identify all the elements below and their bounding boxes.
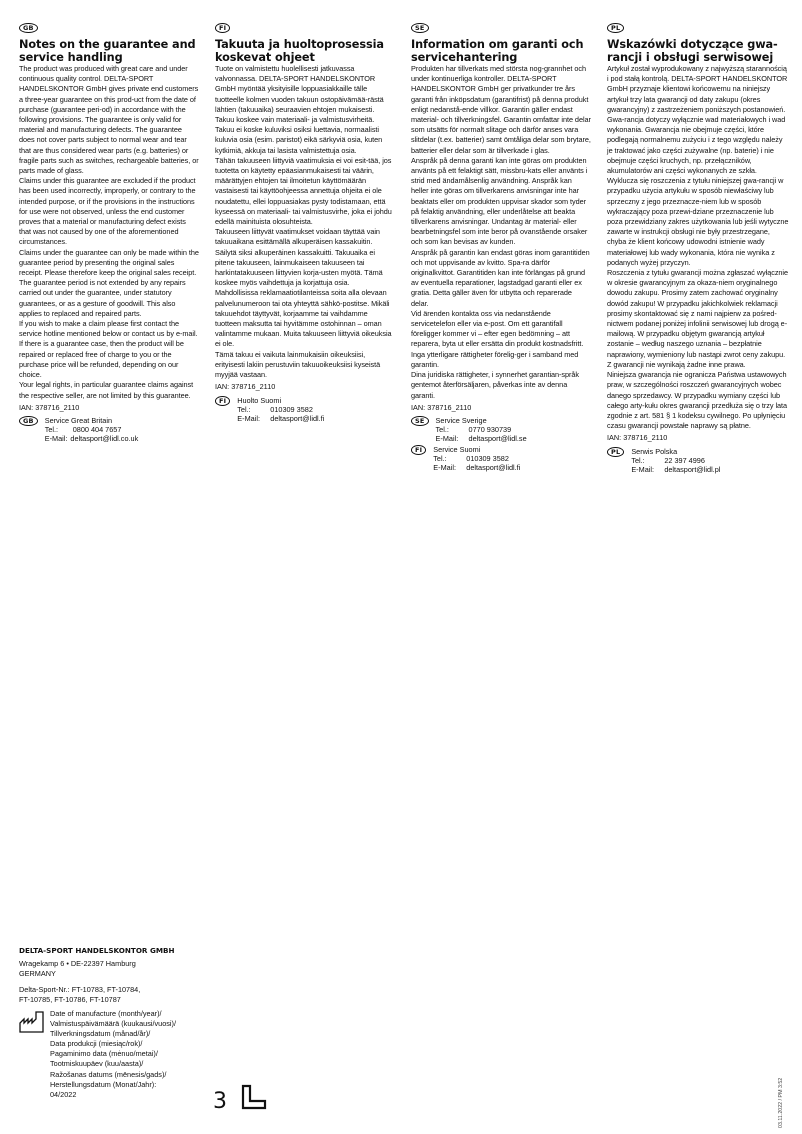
l-shape-logo-icon [241,1084,267,1115]
paragraph: Dina juridiska rättigheter, i synnerhet garantian-språk gentemot återförsäljaren, påverkas inte av denna garanti. [411,370,580,400]
paragraph: Tämä takuu ei vaikuta lainmukaisiin oikeuksiisi, erityisesti lakiin perustuviin takuuoikeuksiisi kyseistä myyjää vastaan. [215,349,381,380]
tel-number[interactable]: 22 397 4996 [664,455,705,465]
tel-number[interactable]: 0770 930739 [468,425,512,435]
manufacture-label: Ražošanas datums (mēnesis/gads)/ [50,1069,167,1079]
service-name: Serwis Polska [631,446,678,456]
manufacture-label: Tootmiskuupäev (kuu/aasta)/ [50,1059,144,1069]
paragraph: Claims under the guarantee can only be made within the guarantee period by presenting the original sales receipt. Please therefore keep the original sales receipt. The guarantee period is not extended by any repairs carried out under the guarantee, under statutory guarantees, or as a gesture of goodwill. This also applies to replaced and repaired parts. [19,247,199,318]
page-number: 3 [213,1089,227,1114]
email-address[interactable]: deltasport@lidl.pl [664,464,721,474]
country-badge-fi: FI [215,396,230,406]
tel-number[interactable]: 010309 3582 [466,453,509,463]
paragraph: Takuuseen liittyvät vaatimukset voidaan täyttää vain takuuaikana esittämällä alkuperäisen kassakuitin. Säilytä siksi alkuperäinen kassakuitti. Takuuaika ei pitene takuuseen, lainmukaiseen takuuseen tai harkintatakuuseen liittyvien korja-usten myötä. Tämä koskee myös vaihdettuja ja korjattuja osia. [215,227,383,288]
email-label: E-Mail: [44,434,68,444]
section-body [607,64,789,431]
service-contact-fi [411,445,591,473]
country-badge-pl: PL [607,447,624,457]
paragraph: If you wish to make a claim please first contact the service hotline mentioned below or contact us by e-mail. If there is a guarantee case, then the product will be repaired or replaced free of charge to you or the purchase price will be refunded, depending on our choice. [19,319,198,380]
email-label: E-Mail: [435,434,459,444]
section-title: Takuuta ja huoltoprosessia koskevat ohjeet [215,38,384,64]
country-badge-fi: FI [411,445,426,455]
ian-number: IAN: 378716_2110 [19,402,80,412]
tel-label: Tel.: [631,455,645,465]
section-body [19,64,199,401]
paragraph: Your legal rights, in particular guarantee claims against the respective seller, are not limited by this guarantee. [19,380,194,400]
service-contact-se [411,416,591,444]
manufacture-label: Data produkcji (miesiąc/rok)/ [50,1039,143,1049]
tel-label: Tel.: [435,425,449,435]
ian-number: IAN: 378716_2110 [411,402,472,412]
paragraph: Niniejsza gwarancja nie ogranicza Państwa ustawowych praw, w szczególności roszczeń gwarancyjnych wobec danego sprzedawcy. W przypadku wymiany części lub całego arty-kułu okres gwarancji przedłuża się o trzy lata zgodnie z art. 581 § 1 kodeksu cywilnego. Po upłynięciu czasu gwarancji powstałe naprawy są płatne. [607,370,788,431]
tel-label: Tel.: [433,453,447,463]
section-title: Information om garanti och servicehantering [411,38,584,64]
language-badge-gb: GB [19,23,38,33]
paragraph: Produkten har tillverkats med största nog-grannhet och under kontinuerliga kontroller. DELTA-SPORT HANDELSKONTOR GmbH ger privatkunder tre års garanti från inköpsdatum (garantifrist) på denna produkt enligt nedanstå-ende villkor. Garantin gäller endast material- och tillverkningsfel. Garantin omfattar inte delar som utsätts för normalt slitage och därför anses vara slitdelar (t.ex. batterier) samt ömtåliga delar som brytare, batterier eller delar som är tillverkade i glas. [411,64,591,155]
ian-number: IAN: 378716_2110 [607,433,668,443]
email-address[interactable]: deltasport@lidl.co.uk [70,434,139,444]
language-badge-se: SE [411,23,429,33]
paragraph: Mahdollisissa reklamaatiotilanteissa soita alla olevaan palvelunumeroon tai ota yhteyttä sähkö-postitse. Mikäli takuuehdot täyttyvät, korjaamme tai vaihdamme tuotteen maksutta tai hyvitämme ostohinnan – oman valintamme mukaan. Muita takuuseen liittyviä oikeuksia ei ole. [215,288,392,349]
paragraph: The product was produced with great care and under continuous quality control. DELTA-SPORT HANDELSKONTOR GmbH gives private end customers a three-year guarantee on this prod-uct from the date of purchase (guarantee peri-od) in accordance with the following provisions. The guarantee is only valid for material and manufacturing defects. The guarantee does not cover parts subject to normal wear and tear that are thus considered wear parts (e.g. batteries) or fragile parts such as switches, rechargeable batteries, or parts made of glass. [19,64,199,176]
model-numbers-line-2: FT-10785, FT-10786, FT-10787 [19,994,121,1004]
section-title: Notes on the guarantee and service handling [19,38,196,64]
section-body [411,64,591,401]
ian-number: IAN: 378716_2110 [215,382,276,392]
paragraph: Artykuł został wyprodukowany z najwyższą starannością i pod stałą kontrolą. DELTA-SPORT HANDELSKONTOR GmbH przyznaje klientowi końcowemu na niniejszy artykuł trzy lata gwarancji od daty zakupu (okres gwarancyjny) z zastrzeżeniem poniższych postanowień. Gwa-rancja dotyczy wyłącznie wad materiałowych i wad wykonania. Gwarancja nie obejmuje części, które podlegają normalnemu zużyciu i z tego względu należy je traktować jako części zużywalne (np. baterie) i nie obejmuje części kruchych, np. przełączników, akumulatorów ani części wykonanych ze szkła. [607,64,788,176]
company-name: DELTA-SPORT HANDELSKONTOR GMBH [19,946,175,955]
section-title: Wskazówki dotyczące gwa-rancji i obsługi serwisowej [607,38,778,64]
paragraph: Wyklucza się roszczenia z tytułu niniejszej gwa-rancji w przypadku użycia artykułu w sposób niewłaściwy lub sprzeczny z jego przeznacze-niem lub w sposób wykraczający poza przewi-dziane przeznaczenie lub poza przewidziany zakres użytkowania lub jeśli wytyczne zawarte w instrukcji obsługi nie były przestrzegane, chyba że klient końcowy udowodni istnienie wady materiałowej lub wady wykonania, która nie wynika z podanych wyżej przyczyn. [607,176,789,267]
section-pl [607,17,789,474]
paragraph: Vid ärenden kontakta oss via nedanstående servicetelefon eller via e-post. Om ett garantifall föreligger kommer vi – efter egen bedömning – att reparera, byta ut eller ersätta din produkt kostnadsfritt. Inga ytterligare rättigheter förelig-ger i samband med garantin. [411,308,584,369]
email-label: E-Mail: [237,413,260,423]
paragraph: Anspråk på garantin kan endast göras inom garantitiden och mot uppvisande av kvitto. Spa-ra därför originalkvittot. Garantitiden kan inte förlängas på grund av eventuella reparationer, lagstadgad garanti eller ex gratia. Detta gäller även för utbytta och reparerade delar. [411,247,590,308]
language-badge-fi: FI [215,23,230,33]
service-name: Huolto Suomi [237,395,282,405]
paragraph: Tähän takuuseen liittyviä vaatimuksia ei voi esit-tää, jos tuotetta on käytetty epäasianmukaisesti tai väärin, määrättyjen ehtojen tai ilmoitetun käyttömäärän vastaisesti tai käyttöohjeessa annettuja ohjeita ei ole noudatettu, ellei loppuasiakas pysty todistamaan, että kyseessä on materiaali- tai valmistusvirhe, joka ei johdu edellä mainituista olosuhteista. [215,155,392,227]
service-name: Service Great Britain [44,415,113,425]
section-fi [215,17,395,423]
section-se [411,17,591,472]
factory-icon [19,1011,47,1100]
language-badge-pl: PL [607,23,624,33]
manufacture-label: Herstellungsdatum (Monat/Jahr): [50,1079,157,1089]
address-line-2: GERMANY [19,969,56,979]
service-name: Service Suomi [433,444,481,454]
tel-number[interactable]: 010309 3582 [270,404,313,414]
manufacture-label: Valmistuspäivämäärä (kuukausi/vuosi)/ [50,1019,176,1029]
service-contact-pl [607,447,789,475]
paragraph: Roszczenia z tytułu gwarancji można zgłaszać wyłącznie w okresie gwarancyjnym za okaza-niem oryginalnego dowodu zakupu. Prosimy zatem zachować oryginalny dowód zakupu! W przypadku jakichkolwiek reklamacji prosimy skontaktować się z nami najpierw za pośred-nictwem podanej poniżej infolinii serwisowej lub drogą e-mailową. W przypadku objętym gwarancją artykuł zostanie – według naszego uznania – bezpłatnie naprawiony, wymieniony lub nastąpi zwrot ceny zakupu. Z gwarancji nie wynikają żadne inne prawa. [607,268,789,369]
address-line-1: Wragekamp 6 • DE-22397 Hamburg [19,959,136,969]
manufacture-label: Date of manufacture (month/year)/ [50,1009,162,1019]
paragraph: Tuote on valmistettu huolellisesti jatkuvassa valvonnassa. DELTA-SPORT HANDELSKONTOR GmbH myöntää yksityisille loppuasiakkaille tälle tuotteelle kolmen vuoden takuun ostopäivämää-rästä lähtien (takuuaika) seuraavien ehtojen mukaisesti. Takuu koskee vain materiaali- ja valmistusvirheitä. Takuu ei koske kuluviksi osiksi luettavia, normaalisti kuluvia osia (esim. paristot) eikä särkyviä osia, kuten kytkimiä, akkuja tai lasista valmistettuja osia. [215,64,384,155]
service-contact-fi [215,396,395,424]
print-stamp: 03.11.2022 / PM 3:52 [778,1077,784,1128]
email-address[interactable]: deltasport@lidl.se [468,434,527,444]
paragraph: Anspråk på denna garanti kan inte göras om produkten använts på ett felaktigt sätt, missbru-kats eller använts i strid med ändamålsenlig användning. Anspråk kan heller inte göras om tillverkarens anvisningar inte har beaktats eller om produkten uppvisar skador som tyder på felaktig användning, eller underlåtelse att beakta tillverkarens anvisningar. Undantag är material- eller bearbetningsfel som inte beror på ovanstående orsaker och som kan bevisas av kunden. [411,155,588,247]
service-name: Service Sverige [435,415,487,425]
tel-label: Tel.: [44,425,59,435]
section-gb [19,17,199,444]
service-contact-gb [19,416,199,444]
manufacture-label: Tillverkningsdatum (månad/år)/ [50,1029,151,1039]
manufacture-date: 04/2022 [50,1089,77,1099]
manufacturer-footer [19,946,209,1100]
tel-label: Tel.: [237,404,251,414]
country-badge-se: SE [411,416,429,426]
email-label: E-Mail: [433,462,456,472]
email-address[interactable]: deltasport@lidl.fi [270,413,325,423]
tel-number[interactable]: 0800 404 7657 [72,425,122,435]
email-address[interactable]: deltasport@lidl.fi [466,462,521,472]
paragraph: Claims under this guarantee are excluded if the product has been used incorrectly, improperly, or contrary to the intended purpose, or if the provisions in the instructions for use were not observed, unless the end customer proves that a material or manufacturing defect exists that was not caused by one of the aforementioned circumstances. [19,176,196,247]
manufacture-date-block [19,1009,209,1100]
email-label: E-Mail: [631,464,655,474]
country-badge-gb: GB [19,416,38,426]
manufacture-label: Pagaminimo data (mėnuo/metai)/ [50,1049,158,1059]
section-body [215,64,395,380]
model-numbers-line-1: Delta-Sport-Nr.: FT-10783, FT-10784, [19,984,141,994]
